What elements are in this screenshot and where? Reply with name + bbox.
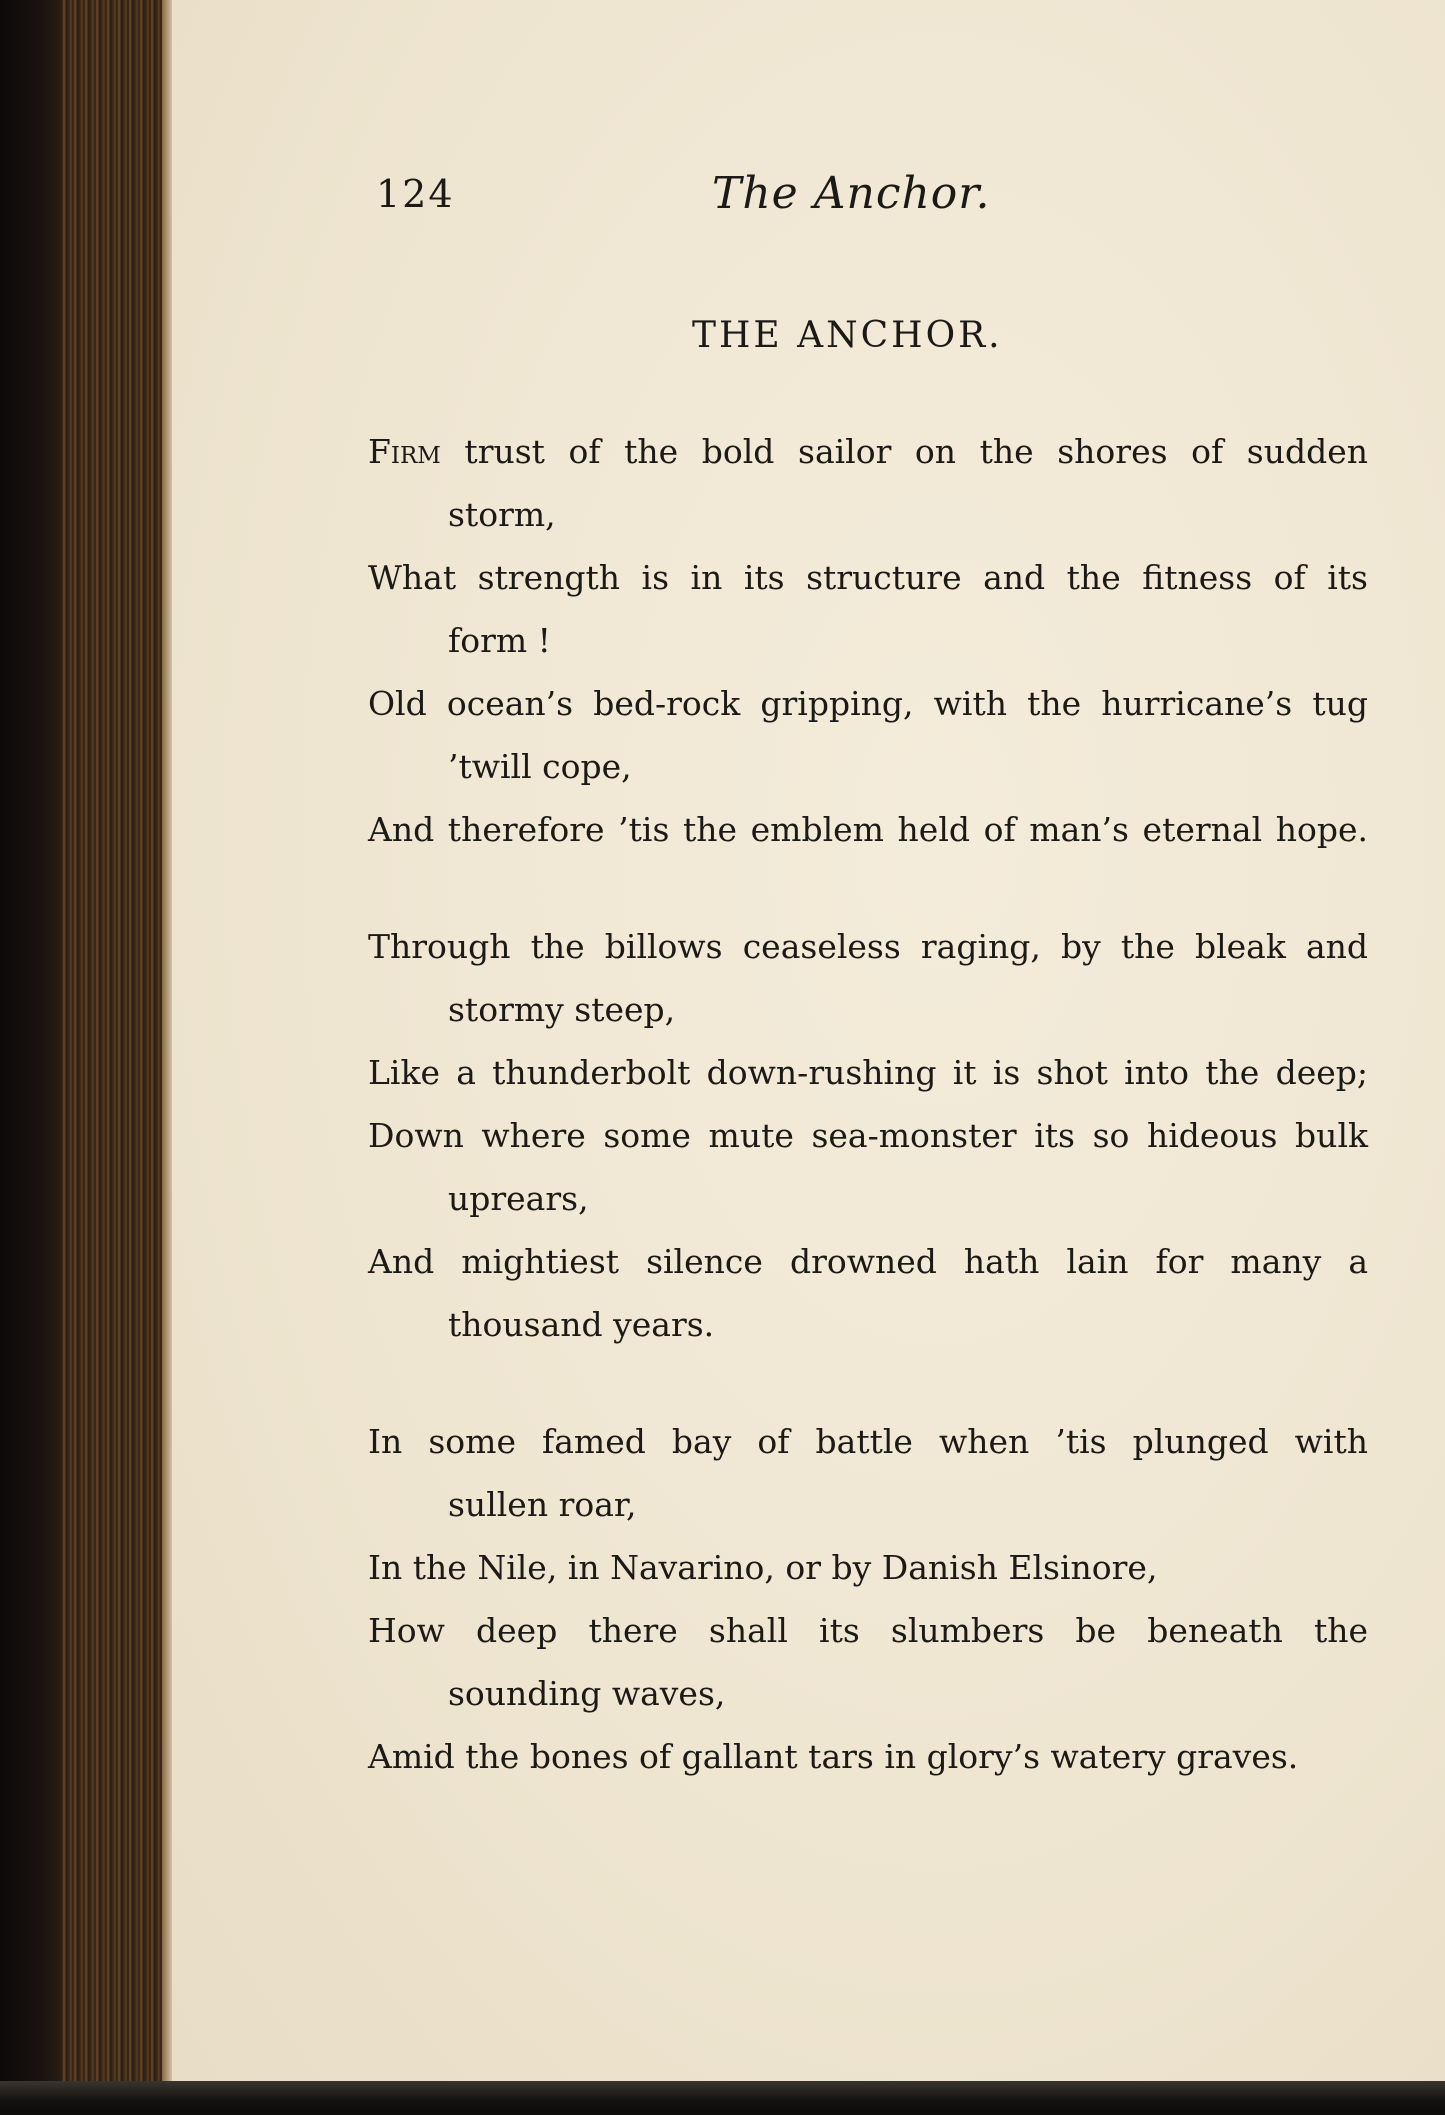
verse-line-text: And therefore ’tis the emblem held of man’s eternal hope. [368,810,1368,849]
verse-line-rest: trust of the bold sailor on the shores of sudden [440,432,1368,471]
book-bottom-edge [0,2081,1445,2115]
verse-line [368,1104,1368,1230]
book-page-edges [0,0,172,2115]
verse-line-continuation: ’twill cope, [448,747,632,786]
stanza-2 [368,915,1368,1356]
verse-line-text: In the Nile, in Navarino, or by Danish Elsinore, [368,1548,1158,1587]
verse-line [368,798,1368,861]
verse-line [368,1041,1368,1104]
book-page [172,0,1445,2081]
verse-line-continuation: sullen roar, [448,1485,637,1524]
verse-line-continuation: form ! [448,621,551,660]
verse-line [368,672,1368,798]
verse-line-text: Through the billows ceaseless raging, by the bleak and [368,927,1368,966]
verse-line [368,1536,1368,1599]
verse-line-continuation: stormy steep, [448,990,676,1029]
verse-line-text: Down where some mute sea-monster its so hideous bulk [368,1116,1368,1155]
stanza-1 [368,420,1368,861]
verse-line-text: In some famed bay of battle when ’tis plunged with [368,1422,1368,1461]
poem-body [368,420,1368,1842]
verse-line-text: And mightiest silence drowned hath lain for many a [368,1242,1368,1281]
verse-line-continuation: storm, [448,495,556,534]
verse-line [368,915,1368,1041]
verse-line-text: Amid the bones of gallant tars in glory’s watery graves. [368,1737,1299,1776]
verse-line [368,1230,1368,1356]
page-number: 124 [376,172,455,216]
verse-line [368,546,1368,672]
verse-line-continuation: uprears, [448,1179,589,1218]
verse-line-text: Like a thunderbolt down-rushing it is shot into the deep; [368,1053,1368,1092]
running-title: The Anchor. [712,168,991,219]
verse-line-text: What strength is in its structure and the fitness of its [368,558,1368,597]
verse-line [368,1410,1368,1536]
verse-line-text [368,420,1368,483]
verse-line [368,1599,1368,1725]
page-header [172,168,1445,228]
stanza-3 [368,1410,1368,1788]
verse-line-continuation: sounding waves, [448,1674,726,1713]
verse-line-continuation: thousand years. [448,1305,715,1344]
verse-lead-word: Firm [368,432,441,471]
verse-line-text: How deep there shall its slumbers be beneath the [368,1611,1368,1650]
verse-line-text: Old ocean’s bed-rock gripping, with the hurricane’s tug [368,684,1368,723]
poem-title: THE ANCHOR. [692,315,1003,356]
verse-line [368,420,1368,546]
verse-line [368,1725,1368,1788]
